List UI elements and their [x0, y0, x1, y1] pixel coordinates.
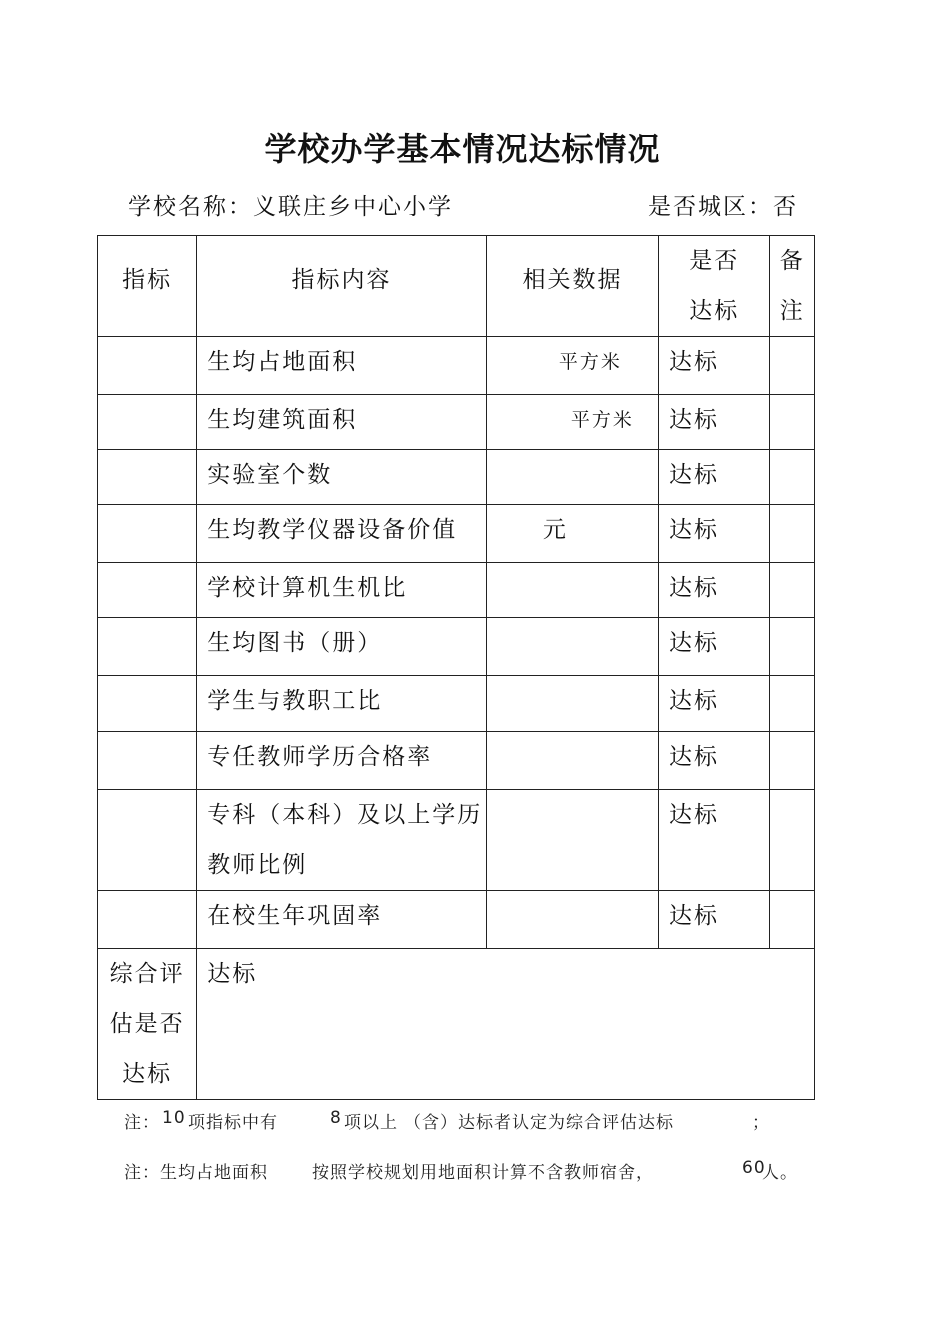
result-text: 达标 [669, 349, 720, 375]
indicator-cell [98, 337, 197, 395]
indicator-cell [98, 790, 197, 891]
data-cell [486, 395, 658, 450]
table-row [98, 790, 815, 891]
content-cell [197, 676, 487, 732]
result-cell [659, 618, 770, 676]
unit-text: 元 [542, 517, 568, 543]
content-text-line2: 教师比例 [207, 852, 308, 878]
content-text: 生均建筑面积 [207, 407, 358, 433]
result-text: 达标 [669, 903, 720, 929]
summary-label-line1: 综合评 [109, 961, 185, 987]
page-title: 学校办学基本情况达标情况 [264, 130, 661, 168]
result-text: 达标 [669, 407, 720, 433]
result-text: 达标 [669, 802, 720, 828]
content-text: 学生与教职工比 [207, 688, 383, 714]
note-cell [770, 732, 815, 790]
result-text: 达标 [669, 517, 720, 543]
note-cell [770, 450, 815, 505]
indicator-cell [98, 505, 197, 563]
footer-note-1-prefix: 注： [124, 1113, 160, 1133]
data-cell [486, 891, 658, 949]
content-text-line1: 专科（本科）及以上学历 [207, 802, 483, 828]
table-row [98, 450, 815, 505]
table-row [98, 676, 815, 732]
school-name: 学校名称：义联庄乡中心小学 [128, 194, 453, 220]
data-cell [486, 618, 658, 676]
summary-value-cell [197, 949, 815, 1100]
indicator-cell [98, 563, 197, 618]
header-indicator: 指标 [98, 236, 197, 337]
note-cell [770, 563, 815, 618]
data-cell [486, 732, 658, 790]
footer-note-2-end: 人。 [762, 1163, 798, 1183]
data-cell [486, 450, 658, 505]
content-cell [197, 618, 487, 676]
data-cell [486, 337, 658, 395]
table-row [98, 337, 815, 395]
summary-row [98, 949, 815, 1100]
content-cell [197, 563, 487, 618]
header-note-line1: 备 [779, 248, 805, 274]
footer-note-1-text-c: （含）达标者认定为综合评估达标 [404, 1113, 674, 1133]
table-row [98, 395, 815, 450]
footer-note-1-text-a: 项指标中有 [188, 1113, 278, 1133]
standards-table [97, 235, 815, 1100]
note-cell [770, 395, 815, 450]
content-cell [197, 790, 487, 891]
table-row [98, 505, 815, 563]
result-cell [659, 732, 770, 790]
content-cell [197, 505, 487, 563]
footer-note-1-text-b: 项以上 [344, 1113, 398, 1133]
header-reached-line1: 是否 [689, 248, 740, 274]
content-text: 专任教师学历合格率 [207, 744, 433, 770]
result-text: 达标 [669, 575, 720, 601]
table-header-row [98, 236, 815, 337]
indicator-cell [98, 618, 197, 676]
unit-text: 平方米 [558, 351, 622, 373]
content-cell [197, 732, 487, 790]
result-cell [659, 450, 770, 505]
note-cell [770, 505, 815, 563]
content-text: 生均图书（册） [207, 630, 383, 656]
content-cell [197, 337, 487, 395]
result-text: 达标 [669, 630, 720, 656]
content-text: 学校计算机生机比 [207, 575, 408, 601]
footer-note-2-text-b: 按照学校规划用地面积计算不含教师宿舍， [312, 1163, 654, 1183]
header-note [770, 236, 815, 337]
result-cell [659, 337, 770, 395]
table-row [98, 563, 815, 618]
note-cell [770, 676, 815, 732]
summary-label-cell [98, 949, 197, 1100]
footer-note-2-prefix: 注： [124, 1163, 160, 1183]
data-cell [486, 563, 658, 618]
data-cell [486, 676, 658, 732]
header-reached [659, 236, 770, 337]
header-note-line2: 注 [779, 298, 805, 324]
summary-label-line3: 达标 [122, 1061, 173, 1087]
note-cell [770, 337, 815, 395]
result-text: 达标 [669, 688, 720, 714]
content-cell [197, 891, 487, 949]
header-reached-line2: 达标 [689, 298, 740, 324]
data-cell [486, 505, 658, 563]
note-cell [770, 790, 815, 891]
footer-note-1-end: ； [752, 1113, 770, 1133]
table-row [98, 891, 815, 949]
header-data: 相关数据 [486, 236, 658, 337]
indicator-cell [98, 395, 197, 450]
content-cell [197, 450, 487, 505]
content-text: 生均占地面积 [207, 349, 358, 375]
result-text: 达标 [669, 744, 720, 770]
summary-value: 达标 [207, 961, 258, 987]
content-cell [197, 395, 487, 450]
result-cell [659, 505, 770, 563]
table-row [98, 618, 815, 676]
footer-note-2-text-a: 生均占地面积 [160, 1163, 268, 1183]
header-content: 指标内容 [197, 236, 487, 337]
result-cell [659, 790, 770, 891]
footer-note-2-number: 60 [742, 1158, 766, 1178]
content-text: 实验室个数 [207, 462, 333, 488]
indicator-cell [98, 450, 197, 505]
content-text: 生均教学仪器设备价值 [207, 517, 458, 543]
note-cell [770, 618, 815, 676]
indicator-cell [98, 732, 197, 790]
result-cell [659, 891, 770, 949]
indicator-cell [98, 891, 197, 949]
table-row [98, 732, 815, 790]
indicator-cell [98, 676, 197, 732]
result-text: 达标 [669, 462, 720, 488]
content-text: 在校生年巩固率 [207, 903, 383, 929]
footer-note-1-number: 10 [162, 1108, 186, 1128]
result-cell [659, 676, 770, 732]
data-cell [486, 790, 658, 891]
result-cell [659, 395, 770, 450]
unit-text: 平方米 [570, 409, 634, 431]
result-cell [659, 563, 770, 618]
city-status: 是否城区：否 [648, 194, 798, 220]
note-cell [770, 891, 815, 949]
summary-label-line2: 估是否 [109, 1011, 185, 1037]
footer-note-1-count: 8 [330, 1108, 342, 1128]
